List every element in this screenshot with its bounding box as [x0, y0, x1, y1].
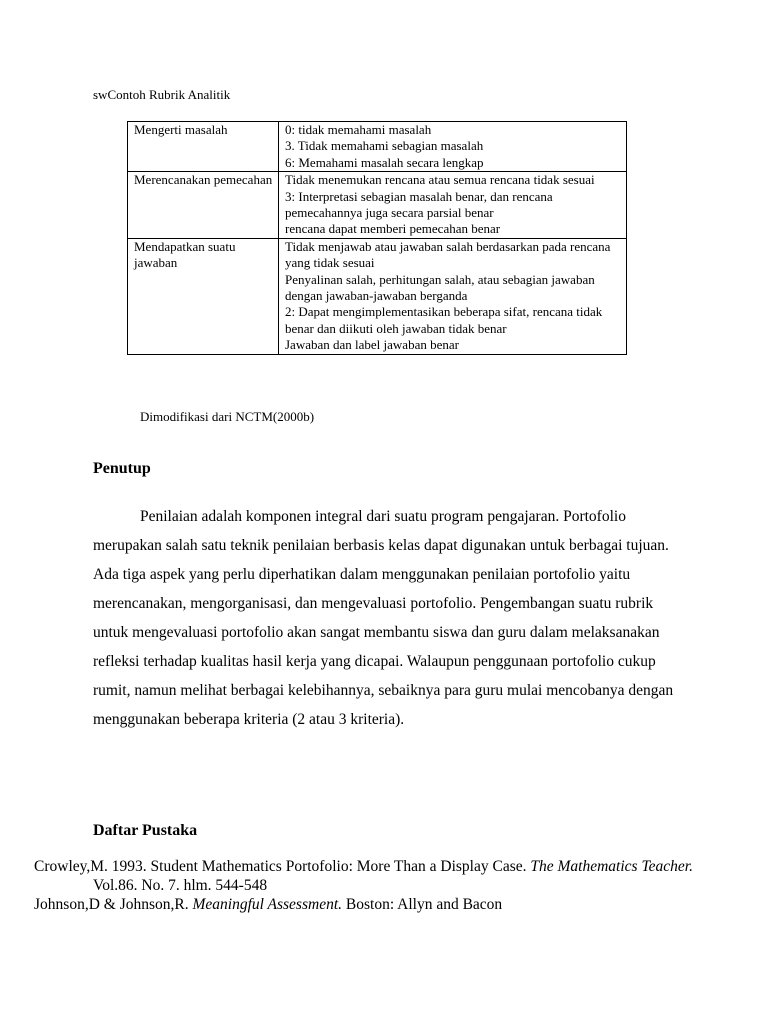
rubric-criterion: Tidak menjawab atau jawaban salah berdasarkan pada rencana yang tidak sesuai [285, 238, 611, 271]
table-caption: swContoh Rubrik Analitik [93, 87, 231, 102]
rubric-criterion: 6: Memahami masalah secara lengkap [285, 154, 484, 170]
source-note: Dimodifikasi dari NCTM(2000b) [140, 409, 315, 424]
reference-list [34, 857, 724, 914]
rubric-aspect: Mendapatkan suatu jawaban [128, 238, 279, 354]
reference-text: Johnson,D & Johnson,R. [34, 896, 193, 913]
rubric-criterion: Penyalinan salah, perhitungan salah, atau sebagian jawaban dengan jawaban-jawaban berganda [285, 271, 595, 304]
reference-item [34, 895, 724, 914]
reference-title: Meaningful Assessment. [192, 896, 343, 913]
rubric-criterion: 3: Interpretasi sebagian masalah benar, dan rencana pemecahannya juga secara parsial benar [285, 188, 553, 221]
closing-paragraph: Penilaian adalah komponen integral dari suatu program pengajaran. Portofolio merupakan salah satu teknik penilaian berbasis kelas dapat digunakan untuk berbagai tujuan. Ada tiga aspek yang perlu diperhatikan dalam menggunakan penilaian portofolio yaitu merencanakan, mengorganisasi, dan mengevaluasi portofolio. Pengembangan suatu rubrik untuk mengevaluasi portofolio akan sangat membantu siswa dan guru dalam melaksanakan refleksi terhadap kualitas hasil kerja yang dicapai. Walaupun penggunaan portofolio cukup rumit, namun melihat berbagai kelebihannya, sebaiknya para guru mulai mencobanya dengan menggunakan beberapa kriteria (2 atau 3 kriteria). [93, 508, 674, 728]
table-row [128, 238, 627, 354]
reference-details: Boston: Allyn and Bacon [342, 896, 503, 913]
table-row [128, 122, 627, 172]
rubric-table [127, 121, 627, 355]
rubric-criterion: 3. Tidak memahami sebagian masalah [285, 138, 484, 154]
rubric-aspect: Merencanakan pemecahan [128, 172, 279, 239]
rubric-aspect: Mengerti masalah [128, 122, 279, 172]
rubric-criterion: rencana dapat memberi pemecahan benar [285, 221, 501, 237]
reference-text: Crowley,M. 1993. Student Mathematics Portofolio: More Than a Display Case. [34, 858, 531, 875]
reference-title: The Mathematics Teacher. [530, 858, 693, 875]
rubric-criteria [279, 172, 627, 239]
rubric-criterion: Jawaban dan label jawaban benar [285, 337, 459, 353]
rubric-criterion: Tidak menemukan rencana atau semua rencana tidak sesuai [285, 172, 595, 188]
rubric-criterion: 0: tidak memahami masalah [285, 122, 432, 137]
reference-details: Vol.86. No. 7. hlm. 544-548 [93, 877, 268, 894]
reference-item [34, 857, 724, 895]
rubric-criteria [279, 238, 627, 354]
section-heading-penutup: Penutup [93, 460, 151, 477]
rubric-criteria [279, 122, 627, 172]
table-row [128, 172, 627, 239]
section-heading-daftar-pustaka: Daftar Pustaka [93, 822, 198, 839]
rubric-criterion: 2: Dapat mengimplementasikan beberapa sifat, rencana tidak benar dan diikuti oleh jawaban tidak benar [285, 304, 603, 336]
